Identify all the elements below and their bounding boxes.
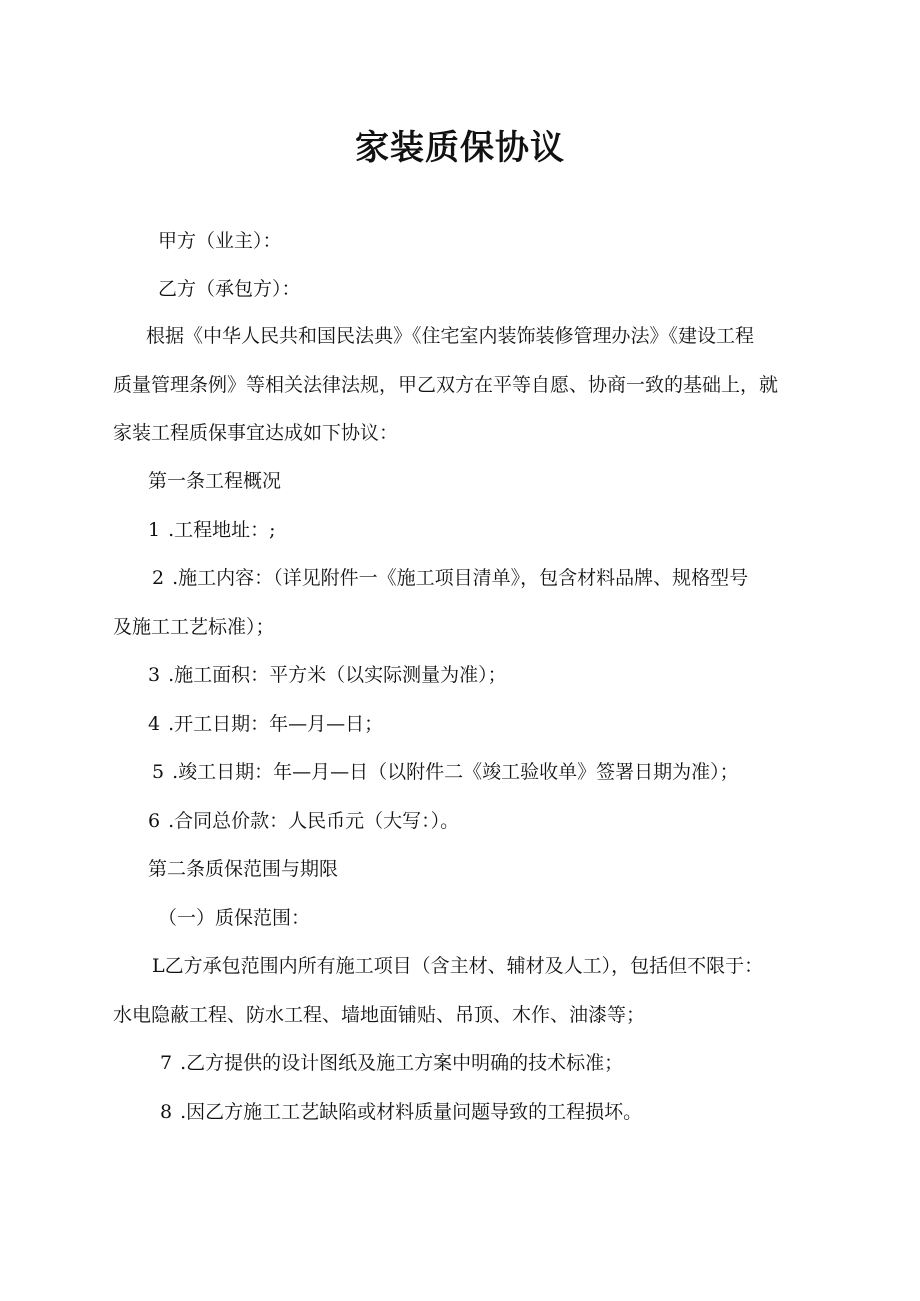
article2-sub-heading: （一）质保范围： <box>158 907 311 929</box>
item-number: 5 <box>152 761 165 783</box>
party-a-line: 甲方（业主）： <box>158 230 282 252</box>
article1-item-3 <box>148 660 507 690</box>
article2-heading: 第二条质保范围与期限 <box>148 858 339 880</box>
item-text: .因乙方施工工艺缺陷或材料质量问题导致的工程损坏。 <box>180 1101 643 1123</box>
preamble-line-2: 质量管理条例》等相关法律法规，甲乙双方在平等自愿、协商一致的基础上，就 <box>113 374 779 396</box>
article1-item-6 <box>148 806 459 836</box>
article1-item-4 <box>148 709 383 739</box>
item-text: .开工日期：年—月—日； <box>168 713 384 735</box>
preamble-line-3: 家装工程质保事宜达成如下协议： <box>113 422 399 444</box>
document-title: 家装质保协议 <box>355 128 565 168</box>
item-number: 1 <box>148 519 161 541</box>
scope-line-1: L乙方承包范围内所有施工项目（含主材、辅材及人工），包括但不限于： <box>152 955 764 977</box>
item-text: .施工内容：（详见附件一《施工项目清单》，包含材料品牌、规格型号 <box>172 567 749 589</box>
scope-line-2: 水电隐蔽工程、防水工程、墙地面铺贴、吊顶、木作、油漆等； <box>113 1004 646 1026</box>
article2-item-7 <box>160 1048 623 1078</box>
item-number: 4 <box>148 713 161 735</box>
item-text: .合同总价款：人民币元（大写：）。 <box>168 810 460 832</box>
item-text: .竣工日期：年—月—日（以附件二《竣工验收单》签署日期为准）； <box>172 761 739 783</box>
article1-heading: 第一条工程概况 <box>148 470 282 492</box>
item-number: 7 <box>160 1052 173 1074</box>
article1-item-1 <box>148 515 276 545</box>
article1-item-2-continued: 及施工工艺标准）； <box>113 616 275 638</box>
item-text: .乙方提供的设计图纸及施工方案中明确的技术标准； <box>180 1052 624 1074</box>
item-number: 6 <box>148 810 161 832</box>
article1-item-5 <box>152 757 739 787</box>
item-text: .工程地址：; <box>168 519 276 541</box>
item-text: .施工面积：平方米（以实际测量为准）； <box>168 664 507 686</box>
item-number: 8 <box>160 1101 173 1123</box>
article2-item-8 <box>160 1097 642 1127</box>
article1-item-2 <box>152 563 748 593</box>
preamble-line-1: 根据《中华人民共和国民法典》《住宅室内装饰装修管理办法》《建设工程 <box>146 325 755 347</box>
item-number: 3 <box>148 664 161 686</box>
item-number: 2 <box>152 567 165 589</box>
party-b-line: 乙方（承包方）： <box>158 278 301 300</box>
